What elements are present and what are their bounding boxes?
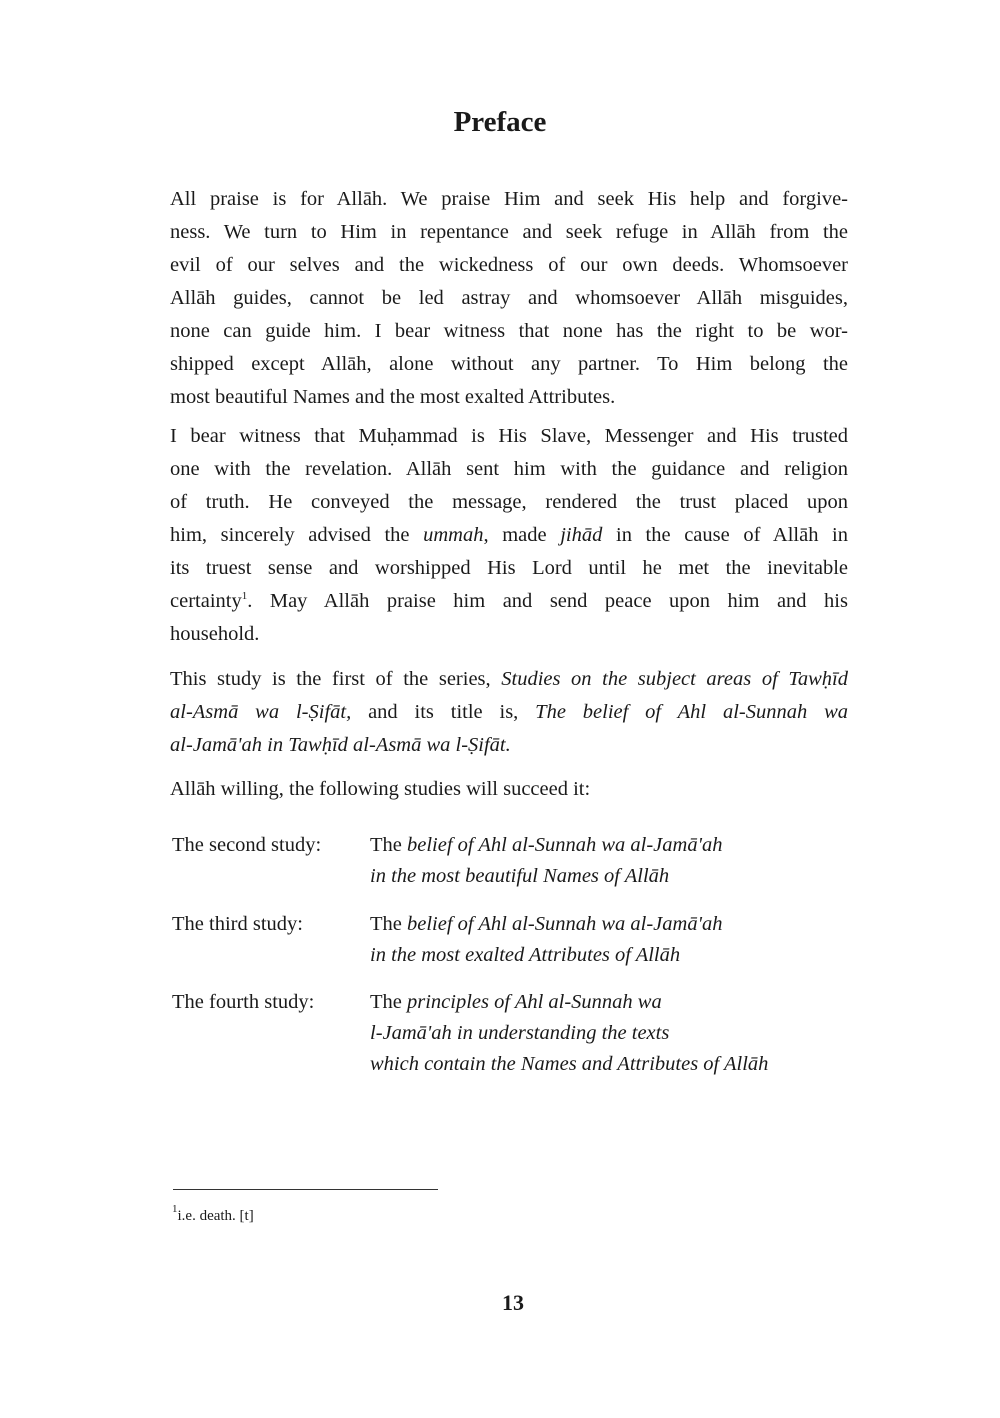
paragraph — [170, 773, 848, 806]
study-label: The third study: — [172, 913, 303, 935]
italic-text: al-Asmā wa l-Ṣifāt, — [170, 701, 352, 723]
text-run: one with the revelation. Allāh sent him with the guidance and religion — [170, 458, 848, 480]
text-line — [170, 552, 848, 585]
text-run: household. — [170, 623, 260, 645]
italic-text: ummah — [423, 524, 484, 546]
text-line — [170, 348, 848, 381]
text-run: him, sincerely advised the — [170, 524, 424, 546]
text-line — [170, 773, 848, 806]
text-line — [370, 830, 722, 861]
italic-text: jihād — [560, 524, 603, 546]
italic-text: in the most beautiful Names of Allāh — [370, 865, 670, 887]
text-line — [170, 486, 848, 519]
text-run: The — [370, 834, 407, 856]
footnote-text: i.e. death. [t] — [177, 1208, 254, 1224]
text-line — [170, 216, 848, 249]
text-line — [370, 987, 768, 1018]
text-line — [170, 453, 848, 486]
italic-text: al-Jamā'ah in Tawḥīd al-Asmā wa l-Ṣifāt. — [170, 734, 511, 756]
text-run: its truest sense and worshipped His Lord until he met the inevitable — [170, 557, 848, 579]
text-run: ness. We turn to Him in repentance and seek refuge in Allāh from the — [170, 221, 848, 243]
study-label: The second study: — [172, 834, 322, 856]
footnote — [172, 1203, 254, 1225]
italic-text: Studies on the subject areas of Tawḥīd — [501, 668, 848, 690]
text-line — [170, 282, 848, 315]
footnote-marker: 1 — [172, 1203, 178, 1215]
study-title — [370, 909, 722, 971]
page-number: 13 — [502, 1290, 524, 1315]
text-run: All praise is for Allāh. We praise Him and seek His help and forgive- — [170, 188, 848, 210]
text-run: This study is the first of the series, — [170, 668, 502, 690]
italic-text: principles of Ahl al-Sunnah wa — [407, 991, 662, 1013]
text-line — [170, 519, 848, 552]
text-run: in the cause of Allāh in — [602, 524, 848, 546]
text-run: evil of our selves and the wickedness of our own deeds. Whomsoever — [170, 254, 848, 276]
text-run: certainty — [170, 590, 242, 612]
italic-text: in the most exalted Attributes of Allāh — [370, 944, 681, 966]
text-line — [170, 315, 848, 348]
paragraph — [170, 183, 848, 414]
text-line — [170, 249, 848, 282]
italic-text: belief of Ahl al-Sunnah wa al-Jamā'ah — [407, 913, 723, 935]
study-label: The fourth study: — [172, 991, 315, 1013]
italic-text: which contain the Names and Attributes of Allāh — [370, 1053, 769, 1075]
paragraph — [170, 663, 848, 762]
text-run: The — [370, 991, 407, 1013]
text-run: . May Allāh praise him and send peace upon him and his — [247, 590, 848, 612]
text-line — [370, 940, 722, 971]
study-title — [370, 830, 722, 892]
text-run: none can guide him. I bear witness that none has the right to be wor- — [170, 320, 848, 342]
italic-text: The belief of Ahl al-Sunnah wa — [535, 701, 848, 723]
text-run: of truth. He conveyed the message, rendered the trust placed upon — [170, 491, 848, 513]
text-line — [170, 585, 848, 618]
text-line — [370, 909, 722, 940]
text-run: , made — [483, 524, 561, 546]
italic-text: l-Jamā'ah in understanding the texts — [370, 1022, 670, 1044]
text-line — [370, 1049, 768, 1080]
text-line — [170, 663, 848, 696]
text-run: shipped except Allāh, alone without any partner. To Him belong the — [170, 353, 848, 375]
text-line — [170, 183, 848, 216]
text-line — [370, 1018, 768, 1049]
text-run: Allāh willing, the following studies will succeed it: — [170, 778, 591, 800]
footnote-divider — [173, 1189, 438, 1190]
text-run: The — [370, 913, 407, 935]
text-line — [370, 861, 722, 892]
text-line — [170, 420, 848, 453]
page-title: Preface — [453, 106, 547, 138]
text-line — [170, 618, 848, 651]
footnote-reference: 1 — [241, 590, 248, 602]
text-run: Allāh guides, cannot be led astray and whomsoever Allāh misguides, — [170, 287, 848, 309]
text-run: most beautiful Names and the most exalted Attributes. — [170, 386, 616, 408]
text-line — [170, 381, 848, 414]
text-run: I bear witness that Muḥammad is His Slave, Messenger and His trusted — [170, 425, 848, 447]
text-line — [170, 729, 848, 762]
text-line — [170, 696, 848, 729]
study-title — [370, 987, 768, 1080]
paragraph — [170, 420, 848, 651]
italic-text: belief of Ahl al-Sunnah wa al-Jamā'ah — [407, 834, 723, 856]
text-run: and its title is, — [351, 701, 536, 723]
